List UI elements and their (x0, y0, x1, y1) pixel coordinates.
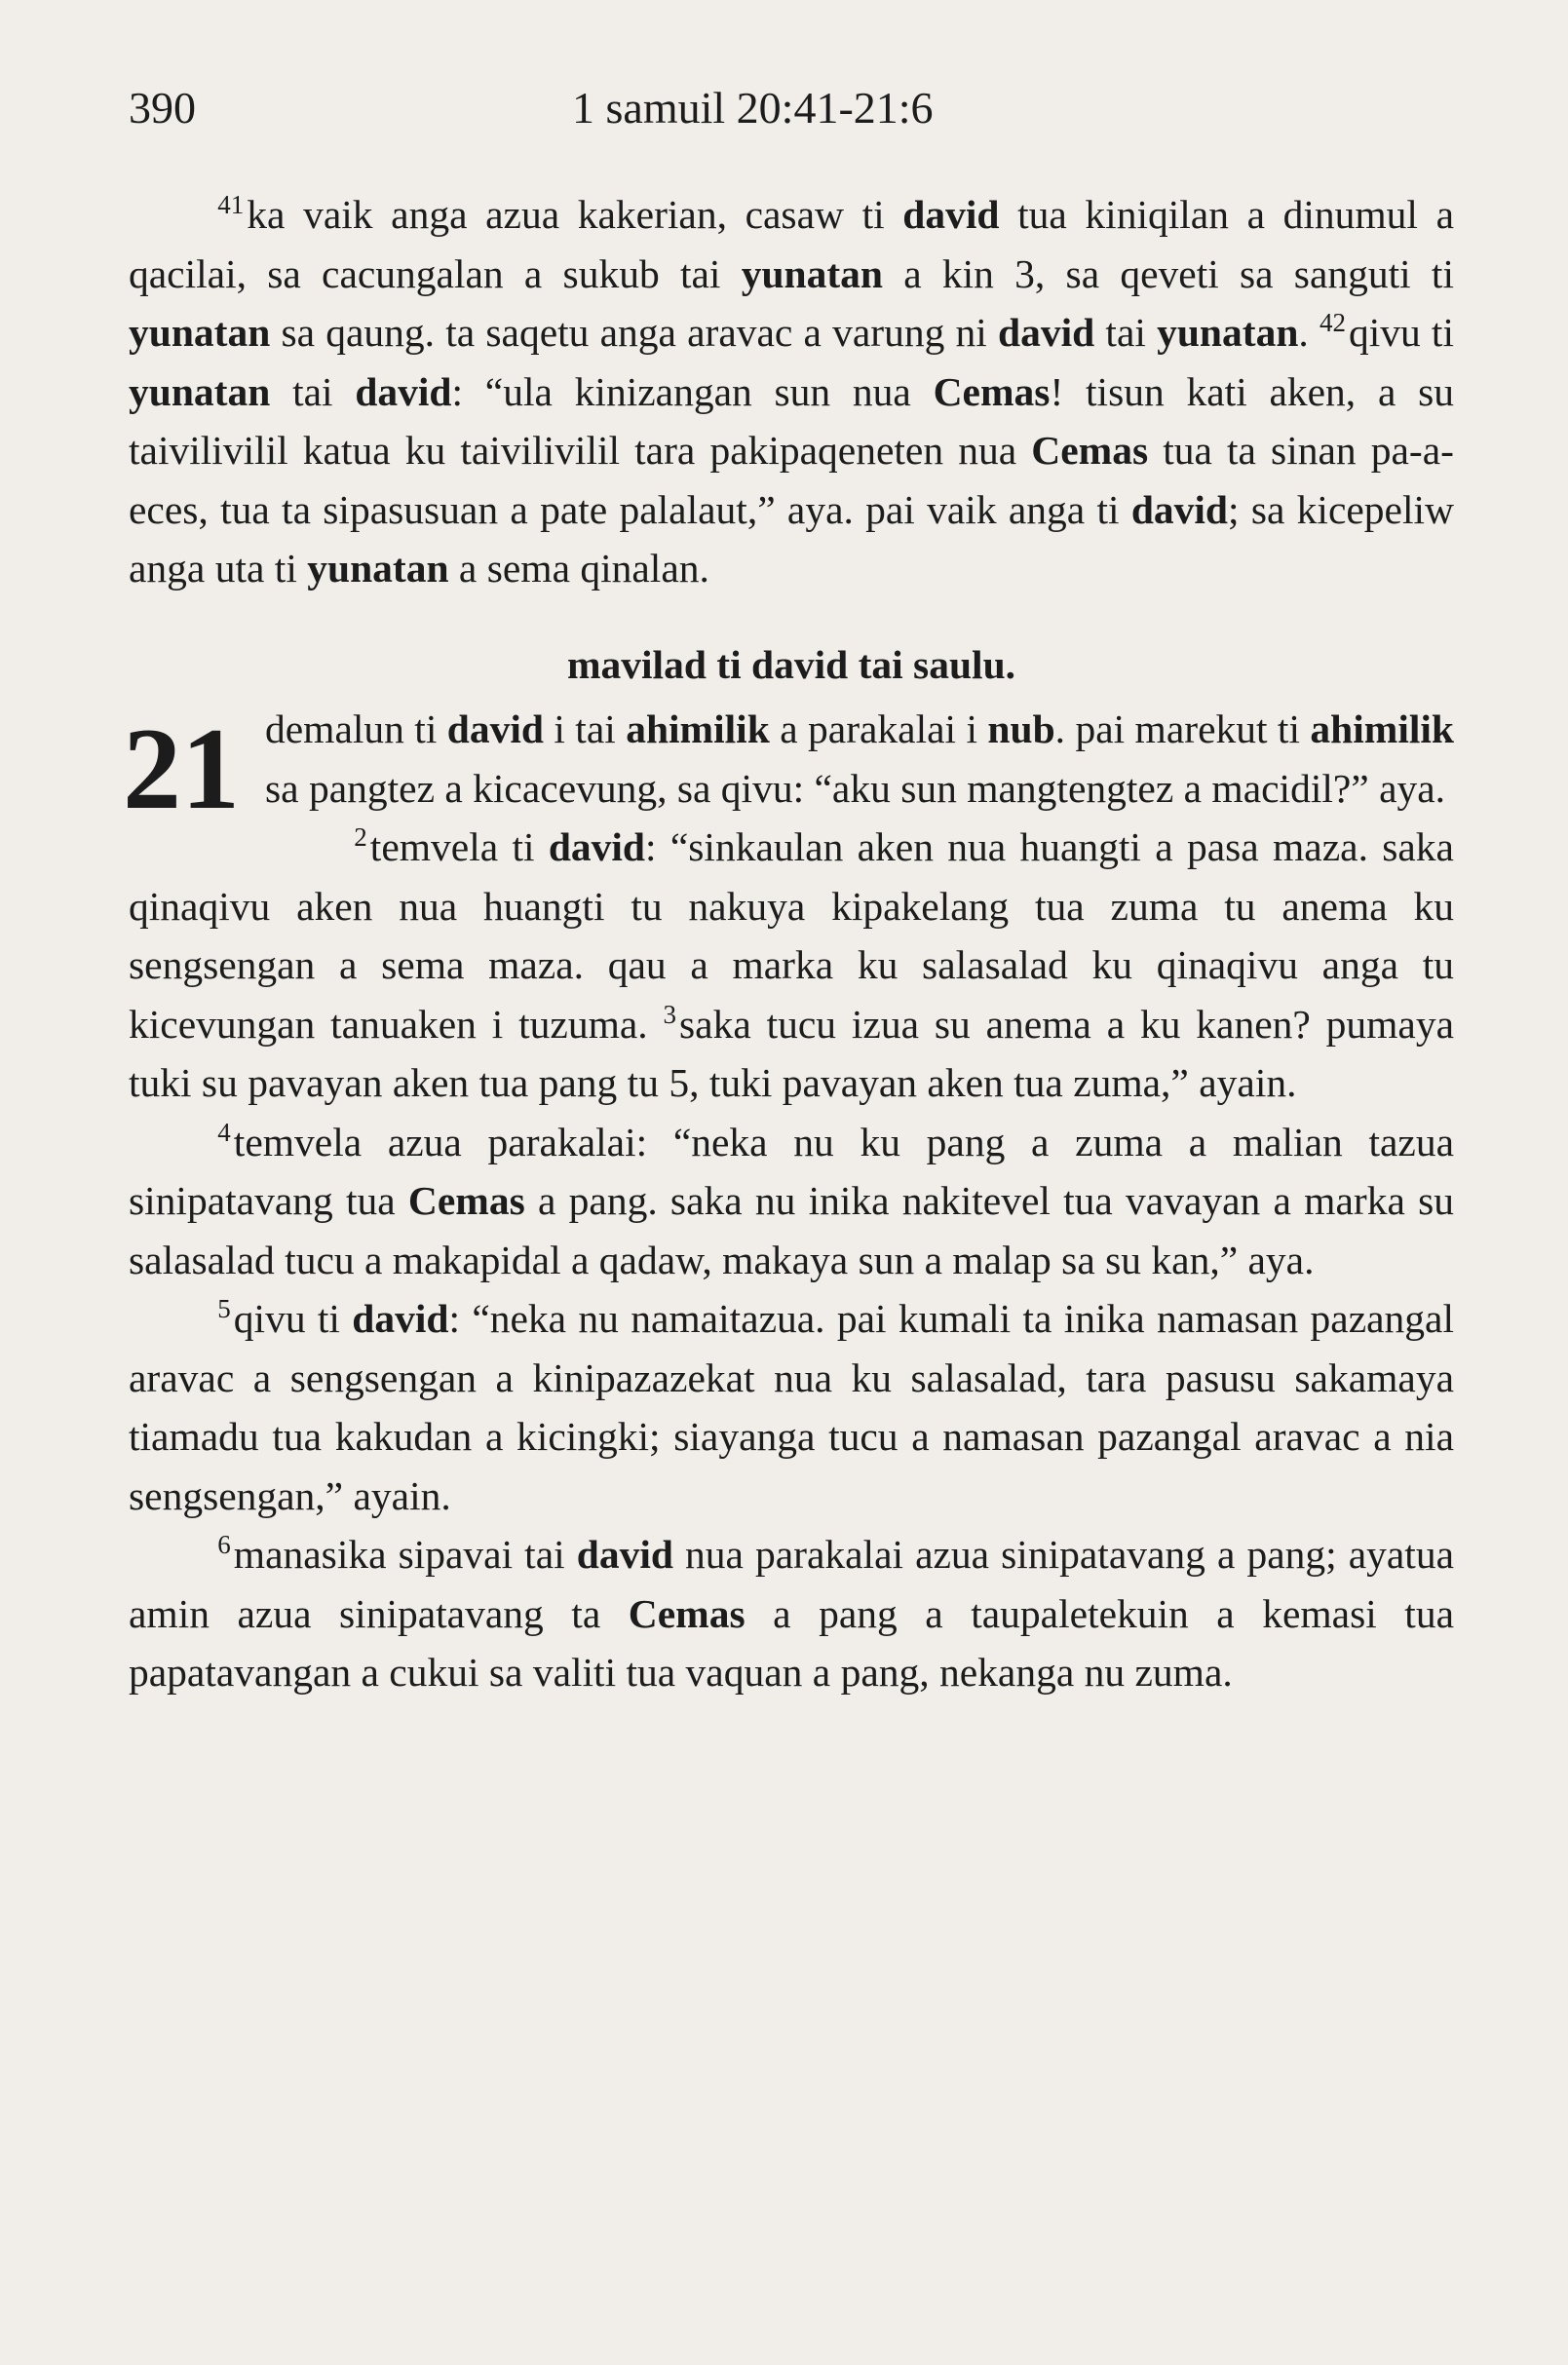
proper-name: david (352, 1296, 449, 1341)
verse-text: sa qaung. ta saqetu anga aravac a varung ni (270, 310, 999, 355)
verse-text: . (1298, 310, 1319, 355)
verse-text: a pang. saka nu inika nakitevel tua vavayan a marka su salasalad tucu a makapidal a qadaw, makaya sun a malap sa su kan,” aya. (129, 1178, 1454, 1282)
proper-name: yunatan (129, 368, 271, 414)
verse-text: nua parakalai azua sinipatavang a pang; ayatua amin azua sinipatavang ta (129, 1532, 1454, 1636)
verse-21-4 (129, 1113, 1454, 1290)
proper-name: david (998, 310, 1095, 355)
verse-text: tai (1094, 310, 1158, 355)
verse-text: ! tisun kati aken, a su taivilivilil katua ku taivilivilil tara pakipaqeneten nua (129, 368, 1455, 473)
verse-text: : “neka nu namaitazua. pai kumali ta inika namasan pazangal aravac a sengsengan a kinipazazekat nua ku salasalad, tara pasusu sakamaya tiamadu tua kakudan a kicingki; siayanga tucu a namasan pazangal aravac a nia sengsengan,” ayain. (129, 1296, 1455, 1518)
proper-name: david (1130, 486, 1229, 532)
verse-20-41 (129, 185, 1454, 598)
verse-text: sa pangtez a kicacevung, sa qivu: “aku sun mangtengtez a macidil?” aya. (265, 765, 1446, 811)
verse-text: manasika sipavai tai (233, 1532, 577, 1577)
verse-text: temvela ti (369, 824, 549, 869)
proper-name: david (446, 706, 544, 751)
verse-number: 2 (354, 822, 367, 853)
proper-name: david (902, 192, 1000, 237)
verse-text: i tai (543, 706, 627, 751)
proper-name: Cemas (628, 1590, 746, 1636)
chapter-number: 21 (123, 704, 240, 833)
verse-text: tai (270, 368, 356, 414)
verse-text: tua kiniqilan a dinumul a qacilai, sa cacungalan a sukub tai (129, 192, 1454, 296)
verse-text: tua ta sinan pa-a-eces, tua ta sipasusuan a pate palalaut,” aya. pai vaik anga ti (129, 428, 1454, 532)
verse-number: 5 (217, 1294, 231, 1324)
proper-name: yunatan (1157, 310, 1299, 355)
verse-text: demalun ti (265, 706, 447, 751)
verse-21-6 (129, 1525, 1454, 1702)
verse-text: . pai marekut ti (1054, 706, 1311, 751)
proper-name: nub (987, 706, 1055, 751)
verse-text: a sema qinalan. (448, 546, 709, 591)
proper-name: yunatan (129, 310, 271, 355)
verse-text: qivu ti (1348, 310, 1454, 355)
proper-name: Cemas (407, 1178, 525, 1223)
verse-text: saka tucu izua su anema a ku kanen? pumaya tuki su pavayan aken tua pang tu 5, tuki pavayan aken tua zuma,” ayain. (129, 1001, 1455, 1105)
scripture-text (123, 185, 1455, 1702)
proper-name: david (576, 1532, 673, 1577)
proper-name: Cemas (1031, 428, 1149, 473)
running-head (129, 74, 1454, 142)
book-reference: 1 samuil 20:41-21:6 (572, 83, 934, 133)
verse-text: a kin 3, sa qeveti sa sanguti ti (883, 250, 1454, 296)
verse-text: a parakalai i (769, 706, 988, 751)
verse-text: ; sa kicepeliw anga uta ti (129, 486, 1454, 591)
verse-21-5 (129, 1289, 1454, 1525)
verse-text: temvela azua parakalai: “neka nu ku pang a zuma a malian tazua sinipatavang tua (129, 1119, 1454, 1223)
proper-name: david (355, 368, 452, 414)
chapter-21-opening (123, 700, 1454, 833)
proper-name: yunatan (741, 250, 883, 296)
verse-number: 41 (217, 190, 245, 220)
verse-number: 42 (1319, 308, 1346, 338)
proper-name: ahimilik (626, 706, 770, 751)
verse-number: 3 (663, 999, 676, 1029)
verse-number: 4 (217, 1117, 231, 1147)
proper-name: ahimilik (1310, 706, 1454, 751)
verse-number: 6 (217, 1530, 231, 1560)
verse-21-2 (129, 818, 1454, 1113)
proper-name: yunatan (307, 546, 449, 591)
verse-text: qivu ti (233, 1296, 353, 1341)
section-heading: mavilad ti david tai saulu. (566, 641, 1016, 687)
verse-text: ka vaik anga azua kakerian, casaw ti (247, 192, 903, 237)
page-number: 390 (129, 83, 196, 133)
verse-text: : “sinkaulan aken nua huangti a pasa maza. saka qinaqivu aken nua huangti tu nakuya kipakelang tua zuma tu anema ku sengsengan a sema maza. qau a marka ku salasalad ku qinaqivu anga tu kicevungan tanuaken i tuzuma. (129, 824, 1454, 1047)
proper-name: david (548, 824, 646, 869)
proper-name: Cemas (933, 368, 1051, 414)
verse-text: : “ula kinizangan sun nua (451, 368, 934, 414)
verse-text: a pang a taupaletekuin a kemasi tua papatavangan a cukui sa valiti tua vaquan a pang, nekanga nu zuma. (129, 1590, 1454, 1695)
